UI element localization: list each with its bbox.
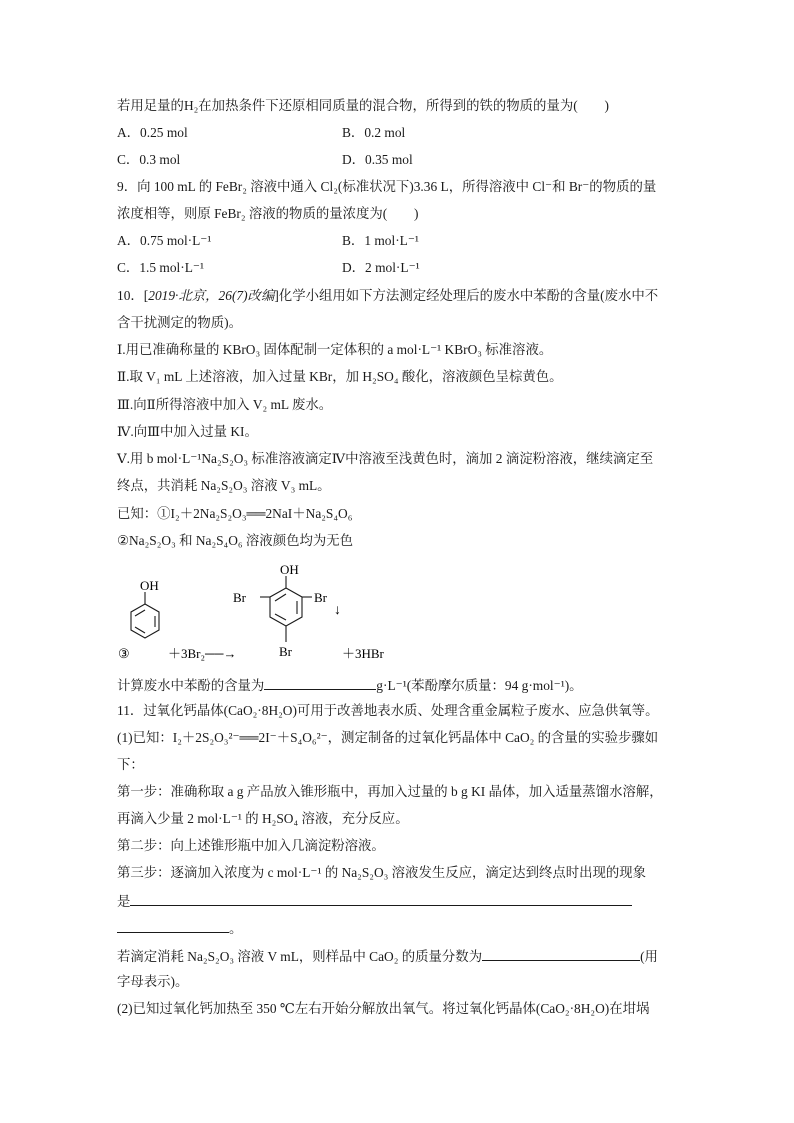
q11-part1-line2: 下：: [117, 757, 144, 772]
q10-step-5-line2: 终点，共消耗 Na₂S₂O₃ 溶液 V₃ mL。: [117, 478, 331, 493]
q9-option-b: B．1 mol·L⁻¹: [342, 233, 419, 248]
q11-part1-line1: (1)已知：I₂＋2S₂O₃²⁻══2I⁻＋S₄O₆²⁻，测定制备的过氧化钙晶体中 CaO₂ 的含量的实验步骤如: [117, 730, 659, 745]
q10-step-3: Ⅲ.向Ⅱ所得溶液中加入 V₂ mL 废水。: [117, 397, 333, 412]
precipitate-arrow: ↓: [334, 603, 341, 618]
q8-option-b: B．0.2 mol: [342, 125, 406, 140]
phenol-oh-label: OH: [140, 578, 159, 593]
q10-step-1: Ⅰ.用已准确称量的 KBrO₃ 固体配制一定体积的 a mol·L⁻¹ KBrO₃ 标准溶液。: [117, 342, 553, 357]
q11-step-1-line1: 第一步：准确称取 a g 产品放入锥形瓶中，再加入过量的 b g KI 晶体，加入适量蒸馏水溶解，: [117, 784, 663, 799]
answer-blank-phenol[interactable]: [264, 675, 376, 690]
q9-option-d: D．2 mol·L⁻¹: [342, 260, 420, 275]
q11-mass-fraction-line1: 若滴定消耗 Na₂S₂O₃ 溶液 V mL，则样品中 CaO₂ 的质量分数为 (用: [117, 946, 658, 966]
q9-stem-line2: 浓度相等，则原 FeBr₂ 溶液的物质的量浓度为( ): [117, 206, 419, 221]
answer-blank-phenomenon-2[interactable]: [117, 918, 229, 933]
plus-hbr: ＋3HBr: [342, 646, 384, 661]
q10-stem-line1: [117, 287, 658, 305]
q11-mass-fraction-line2: 字母表示)。: [117, 974, 189, 989]
q11-step-3-line3: 。: [117, 918, 242, 938]
q11-step-2: 第二步：向上述锥形瓶中加入几滴淀粉溶液。: [117, 838, 385, 853]
phenol-bromination-scheme: [110, 556, 530, 670]
q9-option-a: A．0.75 mol·L⁻¹: [117, 233, 212, 248]
answer-blank-phenomenon-1[interactable]: [130, 891, 632, 906]
q9-option-c: C．1.5 mol·L⁻¹: [117, 260, 204, 275]
q11-part2: (2)已知过氧化钙加热至 350 ℃左右开始分解放出氧气。将过氧化钙晶体(CaO₂·8H₂O)在坩埚: [117, 1001, 650, 1016]
bromine-bottom-label: Br: [279, 644, 292, 659]
q11-stem: 11．过氧化钙晶体(CaO₂·8H₂O)可用于改善地表水质、处理含重金属粒子废水、应急供氧等。: [117, 703, 659, 718]
answer-blank-mass-fraction[interactable]: [482, 946, 640, 961]
bromine-right-label: Br: [314, 590, 327, 605]
q11-step-1-line2: 再滴入少量 2 mol·L⁻¹ 的 H₂SO₄ 溶液，充分反应。: [117, 811, 409, 826]
q10-step-2: Ⅱ.取 V₁ mL 上述溶液，加入过量 KBr，加 H₂SO₄ 酸化，溶液颜色呈棕黄色。: [117, 369, 563, 384]
q10-source: 2019·北京，26(7)改编: [148, 288, 275, 303]
q10-known-1: 已知：①I₂＋2Na₂S₂O₃══2NaI＋Na₂S₄O₆: [117, 506, 353, 521]
phenol-structure: [131, 592, 159, 638]
q10-step-4: Ⅳ.向Ⅲ中加入过量 KI。: [117, 424, 258, 439]
q8-option-c: C．0.3 mol: [117, 152, 181, 167]
tribromophenol-oh-label: OH: [280, 562, 299, 577]
q11-step-3-line1: 第三步：逐滴加入浓度为 c mol·L⁻¹ 的 Na₂S₂O₃ 溶液发生反应，滴定达到终点时出现的现象: [117, 865, 647, 880]
q11-step-3-line2: 是: [117, 891, 632, 911]
q8-option-d: D．0.35 mol: [342, 152, 413, 167]
q10-stem-text: ]化学小组用如下方法测定经处理后的废水中苯酚的含量(废水中不: [274, 288, 659, 303]
q10-calculation: 计算废水中苯酚的含量为 g·L⁻¹(苯酚摩尔质量：94 g·mol⁻¹)。: [117, 675, 583, 695]
bromine-left-label: Br: [233, 590, 246, 605]
q10-stem-line2: 含干扰测定的物质)。: [117, 315, 242, 330]
q10-step-5-line1: Ⅴ.用 b mol·L⁻¹Na₂S₂O₃ 标准溶液滴定Ⅳ中溶液至浅黄色时，滴加 2 滴淀粉溶液，继续滴定至: [117, 451, 654, 466]
q9-stem-line1: 9．向 100 mL 的 FeBr₂ 溶液中通入 Cl₂(标准状况下)3.36 L，所得溶液中 Cl⁻和 Br⁻的物质的量: [117, 179, 657, 194]
plus-bromine-arrow: ＋3Br₂──→: [168, 646, 237, 661]
q10-known-2: ②Na₂S₂O₃ 和 Na₂S₄O₆ 溶液颜色均为无色: [117, 533, 354, 548]
q8-stem: 若用足量的H₂在加热条件下还原相同质量的混合物，所得到的铁的物质的量为( ): [117, 98, 609, 113]
q10-number: 10．[: [117, 288, 149, 303]
q8-option-a: A．0.25 mol: [117, 125, 188, 140]
tribromophenol-structure: [260, 576, 312, 642]
circle-three-label: ③: [118, 646, 130, 661]
